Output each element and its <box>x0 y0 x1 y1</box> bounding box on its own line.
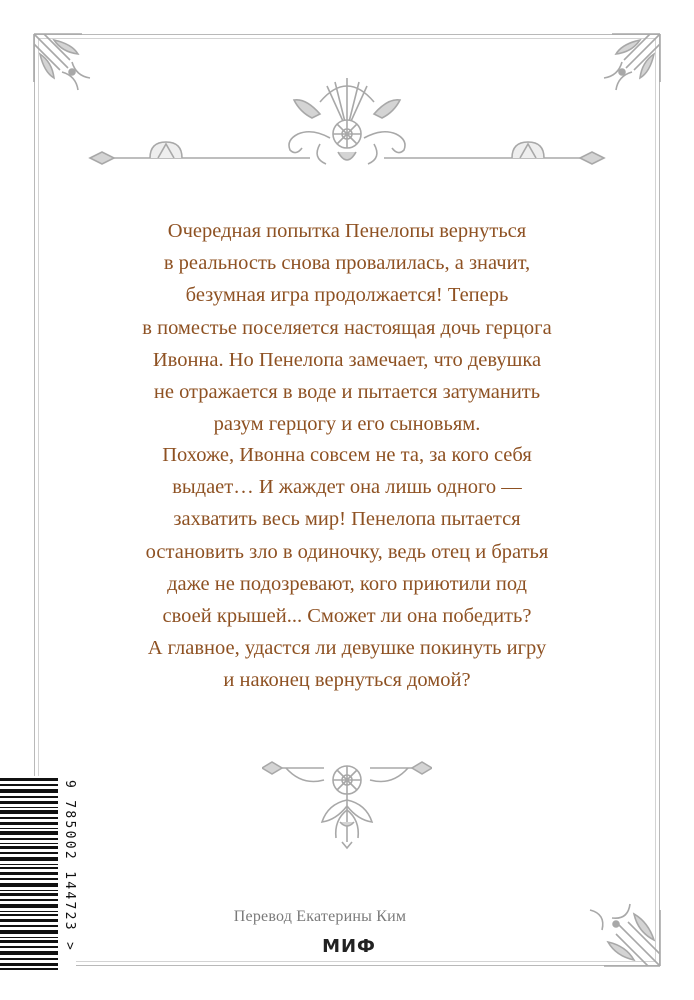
corner-ornament-bottom-right <box>572 880 662 968</box>
text-line: захватить весь мир! Пенелопа пытается <box>173 508 521 531</box>
top-center-ornament <box>80 72 614 172</box>
isbn-digits <box>61 780 79 966</box>
description-paragraph-2 <box>110 439 584 697</box>
text-line: в реальность снова провалилась, а значит, <box>163 252 531 275</box>
text-line: не отражается в воде и пытается затуманить <box>153 381 541 404</box>
text-line: разум герцогу и его сыновьям. <box>213 413 481 436</box>
bottom-center-ornament <box>262 750 432 850</box>
text-line: в поместье поселяется настоящая дочь герцога <box>142 316 552 339</box>
text-line: Ивонна. Но Пенелопа замечает, что девушка <box>152 348 542 371</box>
text-line: А главное, удастся ли девушке покинуть игру <box>147 637 547 660</box>
text-line: остановить зло в одиночку, ведь отец и братья <box>145 540 549 563</box>
text-line: выдает… И жаждет она лишь одного — <box>172 476 522 499</box>
barcode-bars <box>0 776 60 972</box>
text-line: Очередная попытка Пенелопы вернуться <box>167 220 527 242</box>
publisher-logo: МИФ <box>322 936 376 957</box>
text-line: своей крышей... Сможет ли она победить? <box>162 605 532 628</box>
isbn-text: 9 785002 144723 > <box>62 780 77 953</box>
text-line: и наконец вернуться домой? <box>223 669 471 692</box>
text-line: безумная игра продолжается! Теперь <box>185 284 509 307</box>
text-line: даже не подозревают, кого приютили под <box>167 572 527 595</box>
description-paragraph-1 <box>110 215 584 440</box>
text-line: Похоже, Ивонна совсем не та, за кого себя <box>162 444 532 466</box>
translator-credit: Перевод Екатерины Ким <box>233 908 407 925</box>
